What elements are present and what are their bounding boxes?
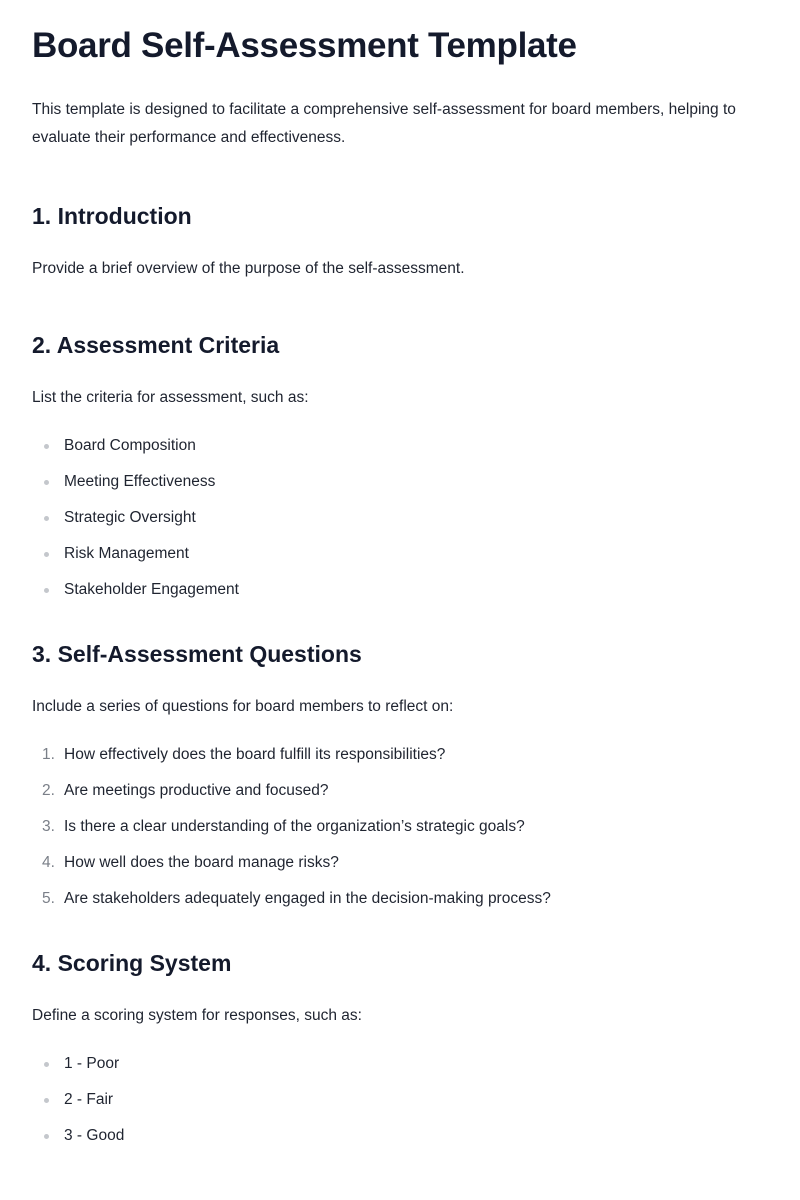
intro-paragraph: This template is designed to facilitate a comprehensive self-assessment for board members, helping to evaluate their performance and effectiveness. (32, 101, 736, 146)
list-item (32, 743, 768, 767)
list-item (32, 815, 768, 839)
bullet-icon (44, 480, 49, 485)
list-item-text: 2 - Fair (64, 1091, 114, 1108)
section-heading: 4. Scoring System (32, 950, 232, 976)
list-item-text: 1 - Poor (64, 1055, 120, 1072)
section-description: List the criteria for assessment, such as: (32, 389, 309, 406)
list-number: 3. (42, 818, 55, 835)
list-item (32, 851, 768, 875)
list-item (32, 779, 768, 803)
list-number: 5. (42, 890, 55, 907)
list-item (32, 542, 768, 566)
criteria-list (32, 434, 768, 602)
section-heading: 3. Self-Assessment Questions (32, 641, 362, 667)
list-item-text: Is there a clear understanding of the organization’s strategic goals? (64, 818, 525, 835)
list-item (32, 1124, 768, 1148)
list-item (32, 506, 768, 530)
list-item-text: Strategic Oversight (64, 509, 196, 526)
list-item (32, 470, 768, 494)
list-item (32, 434, 768, 458)
bullet-icon (44, 588, 49, 593)
list-item-text: Are meetings productive and focused? (64, 782, 329, 799)
section-heading: 2. Assessment Criteria (32, 332, 280, 358)
bullet-icon (44, 1062, 49, 1067)
page-title: Board Self-Assessment Template (32, 26, 577, 65)
section-description: Include a series of questions for board members to reflect on: (32, 698, 454, 715)
list-item (32, 578, 768, 602)
list-item-text: Risk Management (64, 545, 189, 562)
list-item (32, 1088, 768, 1112)
list-item (32, 887, 768, 911)
questions-list (32, 743, 768, 911)
section-assessment-criteria (32, 330, 768, 602)
list-number: 4. (42, 854, 55, 871)
list-item-text: Are stakeholders adequately engaged in the decision-making process? (64, 890, 551, 907)
section-self-assessment-questions (32, 639, 768, 911)
section-description: Provide a brief overview of the purpose of the self-assessment. (32, 260, 465, 277)
section-description: Define a scoring system for responses, such as: (32, 1007, 362, 1024)
list-item-text: How well does the board manage risks? (64, 854, 339, 871)
list-item (32, 1052, 768, 1076)
list-number: 1. (42, 746, 55, 763)
bullet-icon (44, 1098, 49, 1103)
bullet-icon (44, 1134, 49, 1139)
bullet-icon (44, 444, 49, 449)
list-item-text: Board Composition (64, 437, 196, 454)
section-heading: 1. Introduction (32, 203, 192, 229)
scoring-list (32, 1052, 768, 1148)
section-introduction (32, 201, 768, 281)
list-item-text: Meeting Effectiveness (64, 473, 216, 490)
list-item-text: Stakeholder Engagement (64, 581, 239, 598)
section-scoring-system (32, 948, 768, 1148)
list-item-text: How effectively does the board fulfill its responsibilities? (64, 746, 446, 763)
bullet-icon (44, 552, 49, 557)
list-number: 2. (42, 782, 55, 799)
bullet-icon (44, 516, 49, 521)
list-item-text: 3 - Good (64, 1127, 125, 1144)
